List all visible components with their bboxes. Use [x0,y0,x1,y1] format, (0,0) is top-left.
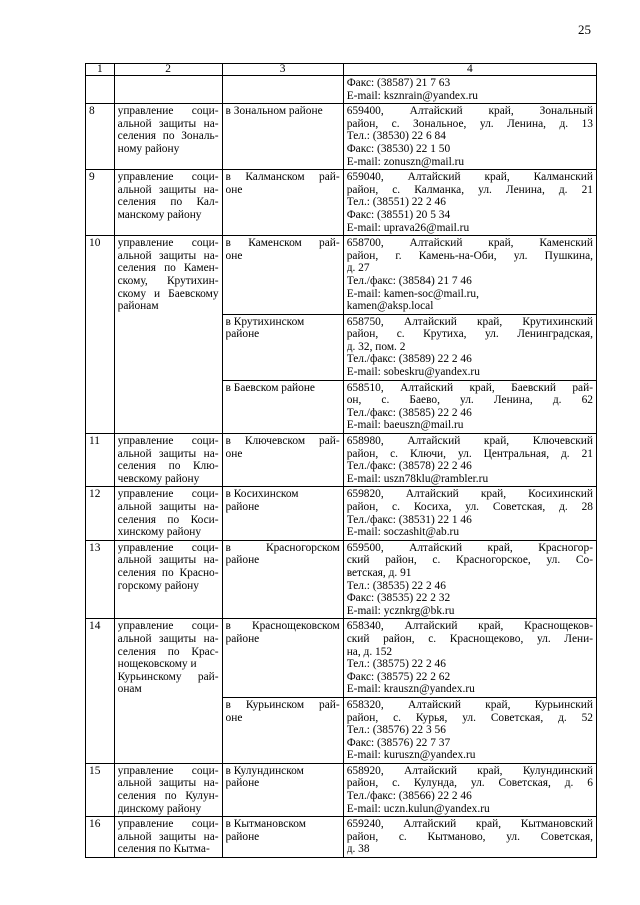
org-cell [114,170,222,236]
text-line: селения по Кал- [117,196,219,209]
text-line: в Крутихинском [225,315,305,328]
header-cell: 4 [343,64,596,76]
text-line: управление соци- [117,620,219,633]
table-row [86,619,597,698]
text-line: район, с. Крутиха, ул. Ленинградская, [346,328,593,341]
text-line: управление соци- [117,488,219,501]
district-cell [222,104,343,170]
text-line: скому и Баевскому [117,287,219,300]
address-cell [343,104,596,170]
org-cell [114,540,222,619]
text-line: район, с. Косиха, ул. Советская, д. 28 [346,501,593,513]
district-cell [222,763,343,816]
text-line: 659240, Алтайский край, Кытмановский [346,818,593,831]
text-line: Тел.: (38535) 22 2 46 [346,579,446,592]
table-row [86,104,597,170]
text-line: чевскому району [117,472,200,485]
text-line: в Кулундинском [225,764,304,777]
text-line: 658340, Алтайский край, Краснощеков- [346,620,593,633]
district-cell [222,487,343,540]
org-cell [114,236,222,434]
table-row [86,817,597,858]
text-line: в Красногорском [225,541,340,554]
org-cell [114,619,222,764]
text-line: ский район, с. Краснощеково, ул. Лени- [346,632,593,645]
text-line: E-mail: soczashit@ab.ru [346,526,460,539]
text-line: районе [225,501,260,513]
text-line: горскому району [117,579,199,592]
district-cell [222,380,343,433]
header-cell: 3 [222,64,343,76]
text-line: управление соци- [117,541,219,554]
text-line: в Ключевском рай- [225,435,340,448]
text-line: альной защиты на- [117,249,219,262]
text-line: селения по Зональ- [117,130,219,143]
header-cell: 1 [86,64,115,76]
text-line: 658510, Алтайский край, Баевский рай- [346,381,593,394]
text-line: район, с. Калманка, ул. Ленина, д. 21 [346,183,593,196]
text-line: 658320, Алтайский край, Курьинский [346,698,593,711]
text-line: район, с. Ключи, ул. Центральная, д. 21 [346,447,593,460]
text-line: Факс: (38551) 20 5 34 [346,208,451,221]
org-cell [114,487,222,540]
text-line: E-mail: uszn78klu@rambler.ru [346,472,489,485]
org-cell [114,434,222,487]
number-cell: 12 [86,487,115,540]
text-line: E-mail: ycznkrg@bk.ru [346,604,455,617]
text-line: селения по Кулун- [117,790,219,803]
district-cell [222,619,343,698]
text-line: в Каменском рай- [225,237,340,250]
text-line: E-mail: kuruszn@yandex.ru [346,749,476,762]
text-line: на, д. 152 [346,645,393,658]
text-line: Тел.: (38530) 22 6 84 [346,130,446,143]
address-cell [343,236,596,315]
text-line: управление соци- [117,105,219,118]
text-line: нощековскому и [117,658,197,671]
number-cell: 16 [86,817,115,858]
text-line: селения по Камен- [117,262,219,275]
text-line: оне [225,711,243,724]
address-cell [343,434,596,487]
text-line: он, с. Баево, ул. Ленина, д. 62 [346,394,593,407]
address-cell [343,380,596,433]
district-cell [222,697,343,763]
number-cell: 9 [86,170,115,236]
text-line: Факс: (38576) 22 7 37 [346,736,451,749]
text-line: Тел.: (38551) 22 2 46 [346,196,446,209]
address-cell [343,817,596,858]
text-line: Тел./факс: (38566) 22 2 46 [346,790,472,803]
table-row [86,170,597,236]
text-line: Тел./факс: (38585) 22 2 46 [346,406,472,419]
text-line: Тел.: (38575) 22 2 46 [346,658,446,671]
org-cell [114,817,222,858]
text-line: селения по Коси- [117,513,219,526]
text-line: управление соци- [117,764,219,777]
text-line: 659820, Алтайский край, Косихинский [346,488,593,501]
text-line: хинскому району [117,526,202,539]
text-line: район, с. Кытманово, ул. Советская, [346,830,593,843]
text-line: управление соци- [117,237,219,250]
text-line: селения по Клю- [117,460,219,473]
text-line: д. 32, пом. 2 [346,340,406,353]
district-cell [222,314,343,380]
district-cell [222,170,343,236]
address-cell [343,314,596,380]
org-cell [114,76,222,104]
text-line: альной защиты на- [117,117,219,130]
district-cell [222,76,343,104]
text-line: альной защиты на- [117,183,219,196]
text-line: районе [225,632,260,645]
text-line: 659040, Алтайский край, Калманский [346,171,593,184]
text-line: в Зональном районе [225,105,323,118]
number-cell: 10 [86,236,115,434]
text-line: манскому району [117,208,202,221]
table-row [86,434,597,487]
text-line: Факс: (38575) 22 2 62 [346,670,451,683]
text-line: Тел./факс: (38589) 22 2 46 [346,353,472,366]
table-row [86,487,597,540]
text-line: 658920, Алтайский край, Кулундинский [346,764,593,777]
text-line: kamen@aksp.local [346,300,434,313]
address-cell [343,619,596,698]
page-number: 25 [578,22,591,37]
text-line: динскому району [117,802,202,815]
text-line: районе [225,777,260,790]
address-line: Факс: (38587) 21 7 63 [346,77,451,89]
text-line: в Краснощековском [225,620,340,633]
text-line: 658700, Алтайский край, Каменский [346,237,593,250]
text-line: ному району [117,142,180,155]
text-line: альной защиты на- [117,447,219,460]
text-line: район, с. Курья, ул. Советская, д. 52 [346,711,593,724]
org-cell [114,104,222,170]
text-line: районам [117,300,159,313]
text-line: E-mail: zonuszn@mail.ru [346,155,465,168]
district-cell [222,434,343,487]
text-line: Тел./факс: (38578) 22 2 46 [346,460,472,473]
district-cell [222,817,343,858]
text-line: Факс: (38530) 22 1 50 [346,142,451,155]
text-line: район, с. Кулунда, ул. Советская, д. 6 [346,777,593,790]
number-cell [86,76,115,104]
text-line: Тел./факс: (38531) 22 1 46 [346,513,472,526]
services-table [85,63,597,858]
text-line: скому, Крутихин- [117,274,219,287]
text-line: альной защиты на- [117,777,219,790]
text-line: районе [225,554,260,567]
text-line: в Кытмановском [225,818,306,831]
text-line: районе [225,328,260,341]
text-line: управление соци- [117,435,219,448]
text-line: Тел./факс: (38584) 21 7 46 [346,274,472,287]
district-cell [222,540,343,619]
table-row [86,236,597,315]
text-line: в Курьинском рай- [225,698,340,711]
text-line: селения по Крас- [117,645,219,658]
text-line: управление соци- [117,818,219,831]
text-line: альной защиты на- [117,830,219,843]
number-cell: 8 [86,104,115,170]
text-line: д. 27 [346,262,370,275]
address-cell [343,487,596,540]
text-line: ветская, д. 91 [346,566,412,579]
text-line: в Баевском районе [225,381,315,394]
text-line: E-mail: uczn.kulun@yandex.ru [346,802,490,815]
text-line: в Косихинском [225,488,299,501]
text-line: альной защиты на- [117,632,219,645]
text-line: район, г. Камень-на-Оби, ул. Пушкина, [346,249,593,262]
text-line: E-mail: baeuszn@mail.ru [346,419,464,432]
address-cell [343,76,596,104]
text-line: оне [225,249,243,262]
address-cell [343,540,596,619]
text-line: селения по Кытма- [117,843,210,856]
text-line: оне [225,183,243,196]
number-cell: 11 [86,434,115,487]
number-cell: 14 [86,619,115,764]
text-line: E-mail: sobeskru@yandex.ru [346,366,480,379]
text-line: 658750, Алтайский край, Крутихинский [346,315,593,328]
header-row [86,64,597,76]
table-row [86,763,597,816]
text-line: альной защиты на- [117,501,219,513]
text-line: районе [225,830,260,843]
text-line: 659400, Алтайский край, Зональный [346,105,593,118]
text-line: E-mail: kamen-soc@mail.ru, [346,287,479,300]
text-line: д. 38 [346,843,370,856]
address-line: E-mail: ksznrain@yandex.ru [346,89,479,102]
text-line: 658980, Алтайский край, Ключевский [346,435,593,448]
text-line: в Калманском рай- [225,171,340,184]
address-cell [343,697,596,763]
number-cell: 13 [86,540,115,619]
text-line: район, с. Зональное, ул. Ленина, д. 13 [346,117,593,130]
text-line: Факс: (38535) 22 2 32 [346,592,451,605]
address-cell [343,170,596,236]
text-line: альной защиты на- [117,554,219,567]
text-line: 659500, Алтайский край, Красногор- [346,541,593,554]
text-line: управление соци- [117,171,219,184]
continued-row [86,76,597,104]
text-line: селения по Красно- [117,566,219,579]
org-cell [114,763,222,816]
text-line: Тел.: (38576) 22 3 56 [346,724,446,737]
text-line: Курьинскому рай- [117,670,219,683]
text-line: E-mail: krauszn@yandex.ru [346,683,475,696]
text-line: E-mail: uprava26@mail.ru [346,221,470,234]
table-row [86,540,597,619]
text-line: ский район, с. Красногорское, ул. Со- [346,554,593,567]
address-cell [343,763,596,816]
number-cell: 15 [86,763,115,816]
header-cell: 2 [114,64,222,76]
text-line: оне [225,447,243,460]
text-line: онам [117,683,142,696]
district-cell [222,236,343,315]
